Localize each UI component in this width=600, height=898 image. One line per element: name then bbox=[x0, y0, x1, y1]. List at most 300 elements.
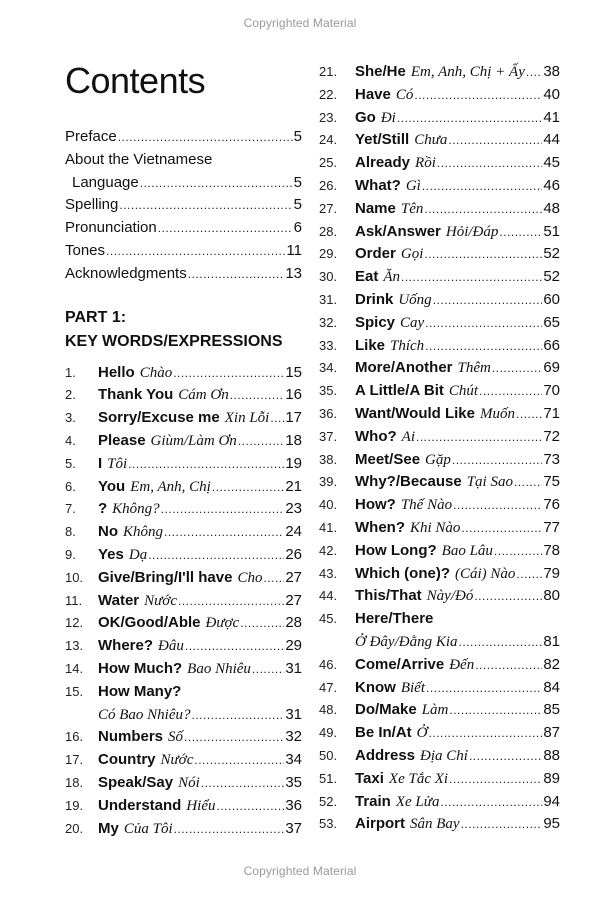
toc-entry-acknowledgments[interactable] bbox=[65, 263, 302, 286]
entry-vietnamese: Địa Chỉ bbox=[420, 747, 468, 764]
dot-leader bbox=[449, 768, 542, 791]
toc-entry[interactable] bbox=[319, 380, 560, 403]
dot-leader bbox=[494, 540, 542, 563]
entry-number: 38. bbox=[319, 451, 338, 467]
entry-vietnamese: Ở bbox=[416, 725, 428, 742]
entry-label: Acknowledgments bbox=[65, 264, 187, 282]
page-number: 11 bbox=[286, 241, 302, 259]
toc-entry-about[interactable] bbox=[65, 172, 302, 195]
page-number: 27 bbox=[285, 591, 302, 609]
entry-vietnamese: Bao Lâu bbox=[441, 542, 493, 559]
entry-english: Name bbox=[355, 199, 396, 217]
toc-entry[interactable] bbox=[65, 635, 302, 658]
entry-number: 11. bbox=[65, 592, 83, 608]
entry-vietnamese: Nước bbox=[144, 592, 177, 609]
toc-entry[interactable] bbox=[65, 749, 302, 772]
page-number: 48 bbox=[543, 199, 560, 217]
toc-entry[interactable] bbox=[319, 540, 560, 563]
entry-number: 50. bbox=[319, 747, 338, 763]
page-number: 66 bbox=[543, 336, 560, 354]
entry-english: Be In/At bbox=[355, 724, 412, 742]
entry-english: How Much? bbox=[98, 659, 183, 677]
entry-number: 7. bbox=[65, 501, 76, 517]
part-heading: PART 1: bbox=[65, 308, 127, 326]
entry-number: 27. bbox=[319, 200, 338, 216]
entry-number: 46. bbox=[319, 656, 338, 672]
entry-english: Speak/Say bbox=[98, 773, 174, 791]
entry-number: 41. bbox=[319, 519, 338, 535]
page-number: 52 bbox=[543, 268, 560, 286]
toc-entry[interactable] bbox=[319, 471, 560, 494]
entry-number: 28. bbox=[319, 223, 338, 239]
entry-english: Hello bbox=[98, 363, 135, 381]
entry-number: 17. bbox=[65, 752, 84, 768]
dot-leader bbox=[397, 107, 542, 130]
watermark-bottom: Copyrighted Material bbox=[243, 864, 357, 878]
entry-vietnamese: Chưa bbox=[414, 132, 448, 149]
dot-leader bbox=[469, 745, 542, 768]
toc-entry[interactable] bbox=[319, 449, 560, 472]
dot-leader bbox=[174, 818, 285, 841]
dot-leader bbox=[128, 453, 284, 476]
toc-entry[interactable] bbox=[319, 312, 560, 335]
entry-english: When? bbox=[355, 518, 405, 536]
entry-english: My bbox=[98, 819, 119, 837]
toc-entry[interactable] bbox=[65, 544, 302, 567]
dot-leader bbox=[184, 726, 284, 749]
page-number: 84 bbox=[543, 678, 560, 696]
entry-english: Here/There bbox=[355, 610, 434, 628]
entry-vietnamese: Biết bbox=[400, 679, 425, 696]
toc-entry[interactable] bbox=[319, 61, 560, 84]
entry-number: 34. bbox=[319, 360, 338, 376]
toc-entry[interactable] bbox=[65, 726, 302, 749]
entry-number: 29. bbox=[319, 246, 338, 262]
entry-english: What? bbox=[355, 176, 401, 194]
entry-english: Country bbox=[98, 751, 156, 769]
page-number: 18 bbox=[285, 431, 302, 449]
entry-english: How Long? bbox=[355, 541, 437, 559]
entry-english: She/He bbox=[355, 63, 406, 80]
dot-leader bbox=[192, 704, 285, 727]
dot-leader bbox=[449, 699, 542, 722]
entry-vietnamese: Đến bbox=[449, 656, 475, 673]
page-number: 31 bbox=[285, 705, 302, 723]
entry-english: Ask/Answer bbox=[355, 222, 441, 240]
entry-vietnamese: Ăn bbox=[383, 269, 401, 286]
entry-vietnamese: Em, Anh, Chị bbox=[130, 478, 211, 495]
entry-number: 23. bbox=[319, 109, 338, 125]
toc-entry[interactable] bbox=[65, 818, 302, 841]
dot-leader bbox=[492, 357, 542, 380]
page-number: 44 bbox=[543, 131, 560, 149]
page-number: 76 bbox=[543, 496, 560, 514]
toc-entry-tones[interactable] bbox=[65, 240, 302, 263]
entry-english: You bbox=[98, 477, 126, 495]
entry-english: Spicy bbox=[355, 313, 396, 331]
dot-leader bbox=[212, 476, 285, 499]
entry-number: 10. bbox=[65, 569, 84, 585]
page-number: 95 bbox=[543, 815, 560, 833]
entry-number: 45. bbox=[319, 611, 338, 627]
page-number: 37 bbox=[285, 819, 302, 837]
entry-number: 33. bbox=[319, 337, 338, 353]
entry-english: Want/Would Like bbox=[355, 404, 475, 422]
page-number: 13 bbox=[285, 264, 302, 282]
entry-number: 44. bbox=[319, 588, 338, 604]
page-number: 77 bbox=[543, 518, 560, 536]
entry-english: Eat bbox=[355, 268, 379, 286]
entry-number: 5. bbox=[65, 455, 76, 471]
page-number: 29 bbox=[285, 637, 302, 655]
entry-english: Have bbox=[355, 85, 391, 103]
entry-number: 6. bbox=[65, 478, 76, 494]
toc-entry[interactable] bbox=[319, 403, 560, 426]
dot-leader bbox=[448, 129, 542, 152]
toc-entry[interactable] bbox=[65, 658, 302, 681]
entry-number: 53. bbox=[319, 816, 338, 832]
toc-entry[interactable] bbox=[319, 791, 560, 814]
page-number: 41 bbox=[543, 108, 560, 126]
toc-entry[interactable] bbox=[65, 590, 302, 613]
dot-leader bbox=[425, 312, 542, 335]
toc-entry[interactable] bbox=[319, 654, 560, 677]
page-number: 19 bbox=[285, 454, 302, 472]
toc-entry[interactable] bbox=[319, 585, 560, 608]
dot-leader bbox=[161, 498, 285, 521]
toc-entry[interactable] bbox=[319, 768, 560, 791]
page-number: 80 bbox=[543, 587, 560, 605]
dot-leader bbox=[230, 384, 285, 407]
toc-entry[interactable] bbox=[319, 813, 560, 836]
toc-entry-continuation[interactable] bbox=[319, 631, 560, 654]
entry-vietnamese: Muốn bbox=[480, 405, 515, 422]
dot-leader bbox=[158, 217, 293, 240]
entry-number: 26. bbox=[319, 177, 338, 193]
entry-number: 25. bbox=[319, 155, 338, 171]
entry-english: ? bbox=[98, 500, 108, 518]
entry-number: 13. bbox=[65, 638, 84, 654]
dot-leader bbox=[240, 612, 284, 635]
toc-entry[interactable] bbox=[319, 608, 560, 631]
toc-entry-pronunciation[interactable] bbox=[65, 217, 302, 240]
dot-leader bbox=[201, 772, 285, 795]
page-number: 5 bbox=[293, 196, 302, 214]
page-number: 88 bbox=[543, 746, 560, 764]
dot-leader bbox=[414, 84, 542, 107]
watermark-top: Copyrighted Material bbox=[243, 16, 357, 30]
entry-vietnamese: Tôi bbox=[107, 455, 128, 472]
entry-number: 1. bbox=[65, 364, 76, 380]
entry-english: OK/Good/Able bbox=[98, 614, 201, 632]
entry-vietnamese: Của Tôi bbox=[123, 820, 173, 837]
entry-vietnamese: Không bbox=[123, 524, 164, 541]
dot-leader bbox=[479, 380, 542, 403]
entry-vietnamese: Nước bbox=[160, 752, 194, 769]
entry-vietnamese: Được bbox=[205, 615, 240, 632]
toc-left-column bbox=[65, 60, 302, 840]
page-number: 45 bbox=[543, 154, 560, 172]
entry-english: Understand bbox=[98, 796, 182, 814]
toc-entry[interactable] bbox=[319, 677, 560, 700]
dot-leader bbox=[437, 152, 542, 175]
entry-english: No bbox=[98, 523, 118, 541]
toc-entry[interactable] bbox=[65, 453, 302, 476]
entry-vietnamese: Khi Nào bbox=[410, 519, 461, 536]
entry-english: Why?/Because bbox=[355, 473, 462, 491]
toc-entry[interactable] bbox=[319, 152, 560, 175]
entry-english: Sorry/Excuse me bbox=[98, 409, 220, 427]
entry-vietnamese: Gọi bbox=[400, 246, 424, 263]
page-number: 5 bbox=[293, 128, 302, 145]
entry-number: 12. bbox=[65, 615, 84, 631]
toc-entry-about-line1 bbox=[65, 149, 302, 172]
dot-leader bbox=[217, 795, 285, 818]
toc-entry[interactable] bbox=[65, 407, 302, 430]
entry-english: Please bbox=[98, 431, 146, 449]
entry-vietnamese: Bao Nhiêu bbox=[187, 660, 251, 677]
entry-number: 51. bbox=[319, 770, 338, 786]
dot-leader bbox=[452, 449, 542, 472]
toc-entry[interactable] bbox=[319, 243, 560, 266]
entry-number: 48. bbox=[319, 702, 338, 718]
toc-entry[interactable] bbox=[65, 362, 302, 385]
entry-english: Already bbox=[355, 154, 411, 172]
toc-entry[interactable] bbox=[65, 612, 302, 635]
dot-leader bbox=[424, 243, 542, 266]
dot-leader bbox=[263, 567, 284, 590]
page-number: 73 bbox=[543, 450, 560, 468]
page-number: 40 bbox=[543, 85, 560, 103]
dot-leader bbox=[118, 126, 293, 149]
entry-vietnamese: Đi bbox=[380, 109, 396, 126]
toc-entry[interactable] bbox=[319, 357, 560, 380]
entry-english: Order bbox=[355, 245, 396, 263]
entry-english: Drink bbox=[355, 290, 394, 308]
entry-number: 20. bbox=[65, 820, 84, 836]
toc-entry[interactable] bbox=[319, 84, 560, 107]
entry-number: 42. bbox=[319, 542, 338, 558]
page-number: 16 bbox=[285, 386, 302, 404]
entry-number: 30. bbox=[319, 269, 338, 285]
page-number: 81 bbox=[543, 632, 560, 650]
entry-vietnamese: Không? bbox=[112, 501, 160, 518]
entry-number: 16. bbox=[65, 729, 84, 745]
page-number: 5 bbox=[293, 173, 302, 191]
entry-vietnamese: Dạ bbox=[128, 546, 148, 563]
page-number: 35 bbox=[285, 773, 302, 791]
toc-entry[interactable] bbox=[319, 175, 560, 198]
page-number: 32 bbox=[285, 728, 302, 746]
page-number: 23 bbox=[285, 500, 302, 518]
entry-number: 32. bbox=[319, 314, 338, 330]
toc-entry[interactable] bbox=[319, 563, 560, 586]
toc-entry[interactable] bbox=[319, 517, 560, 540]
entry-number: 3. bbox=[65, 410, 76, 426]
page-number: 72 bbox=[543, 427, 560, 445]
dot-leader bbox=[461, 813, 543, 836]
entry-vietnamese: Này/Đó bbox=[426, 588, 474, 605]
dot-leader bbox=[425, 335, 542, 358]
entry-number: 49. bbox=[319, 725, 338, 741]
dot-leader bbox=[459, 631, 543, 654]
entry-number: 15. bbox=[65, 683, 84, 699]
entry-number: 31. bbox=[319, 291, 338, 307]
toc-entry[interactable] bbox=[319, 745, 560, 768]
entry-number: 19. bbox=[65, 797, 84, 813]
entry-vietnamese: Sân Bay bbox=[410, 816, 460, 833]
page-number: 82 bbox=[543, 655, 560, 673]
page-title: Contents bbox=[65, 60, 206, 101]
page-number: 38 bbox=[543, 63, 560, 80]
dot-leader bbox=[164, 521, 284, 544]
dot-leader bbox=[106, 240, 285, 263]
entry-number: 21. bbox=[319, 64, 338, 79]
toc-entry-spelling[interactable] bbox=[65, 194, 302, 217]
toc-entry[interactable] bbox=[319, 426, 560, 449]
entry-label: Language bbox=[72, 173, 139, 191]
entry-english: This/That bbox=[355, 587, 422, 605]
entry-vietnamese: Đâu bbox=[158, 638, 184, 655]
entry-vietnamese: Làm bbox=[421, 702, 449, 719]
toc-entry[interactable] bbox=[65, 681, 302, 704]
page-number: 70 bbox=[543, 382, 560, 400]
dot-leader bbox=[185, 635, 284, 658]
entry-english: Who? bbox=[355, 427, 397, 445]
toc-entry[interactable] bbox=[65, 795, 302, 818]
part-subheading: KEY WORDS/EXPRESSIONS bbox=[65, 332, 283, 350]
toc-entry[interactable] bbox=[65, 498, 302, 521]
entry-number: 39. bbox=[319, 474, 338, 490]
entry-vietnamese: Em, Anh, Chị + Ấy bbox=[410, 64, 525, 80]
entry-vietnamese: Xe Tắc Xi bbox=[388, 770, 449, 787]
entry-english: Yet/Still bbox=[355, 131, 410, 149]
page-number: 71 bbox=[543, 404, 560, 422]
toc-right-column bbox=[319, 61, 560, 836]
entry-english: How? bbox=[355, 496, 396, 514]
entry-number: 36. bbox=[319, 405, 338, 421]
toc-entry[interactable] bbox=[319, 266, 560, 289]
entry-label: Pronunciation bbox=[65, 219, 157, 237]
toc-entry[interactable] bbox=[65, 521, 302, 544]
toc-entry[interactable] bbox=[319, 722, 560, 745]
page-number: 27 bbox=[285, 568, 302, 586]
entry-english: Train bbox=[355, 792, 391, 810]
page-number: 75 bbox=[543, 473, 560, 491]
entry-vietnamese: Cho bbox=[237, 569, 263, 586]
entry-vietnamese: Ở Đây/Đằng Kia bbox=[355, 633, 458, 650]
entry-vietnamese: Số bbox=[168, 729, 184, 746]
dot-leader bbox=[514, 471, 542, 494]
entry-vietnamese: Hỏi/Đáp bbox=[445, 223, 499, 240]
entry-label: Preface bbox=[65, 128, 117, 145]
entry-vietnamese: Xe Lửa bbox=[395, 793, 440, 810]
entry-english: Where? bbox=[98, 637, 154, 655]
entry-number: 22. bbox=[319, 86, 338, 102]
entry-number: 8. bbox=[65, 524, 76, 540]
entry-vietnamese: Hiểu bbox=[186, 797, 216, 814]
dot-leader bbox=[401, 266, 542, 289]
dot-leader bbox=[429, 722, 543, 745]
dot-leader bbox=[178, 590, 284, 613]
entry-english: Taxi bbox=[355, 769, 384, 787]
entry-vietnamese: Nói bbox=[178, 774, 200, 791]
entry-vietnamese: Gì bbox=[405, 177, 421, 194]
toc-entry[interactable] bbox=[319, 699, 560, 722]
page-number: 52 bbox=[543, 245, 560, 263]
dot-leader bbox=[194, 749, 284, 772]
toc-entry[interactable] bbox=[65, 567, 302, 590]
entry-vietnamese: Chào bbox=[139, 364, 173, 381]
dot-leader bbox=[188, 263, 285, 286]
entry-english: Yes bbox=[98, 545, 124, 563]
dot-leader bbox=[119, 194, 292, 217]
toc-entry[interactable] bbox=[319, 335, 560, 358]
page-number: 24 bbox=[285, 523, 302, 541]
toc-entry[interactable] bbox=[65, 430, 302, 453]
toc-entry[interactable] bbox=[319, 198, 560, 221]
entry-english: Give/Bring/I'll have bbox=[98, 568, 233, 586]
entry-vietnamese: Cay bbox=[400, 314, 425, 331]
toc-entry-preface[interactable] bbox=[65, 126, 302, 149]
page-number: 15 bbox=[285, 363, 302, 381]
entry-vietnamese: Xin Lỗi bbox=[224, 410, 270, 427]
toc-entry[interactable] bbox=[65, 384, 302, 407]
toc-entry-continuation[interactable] bbox=[65, 704, 302, 727]
entry-vietnamese: (Cái) Nào bbox=[454, 565, 516, 582]
page-number: 65 bbox=[543, 313, 560, 331]
page-number: 26 bbox=[285, 545, 302, 563]
entry-vietnamese: Có Bao Nhiêu? bbox=[98, 706, 191, 723]
toc-entry[interactable] bbox=[65, 476, 302, 499]
dot-leader bbox=[173, 362, 284, 385]
entry-vietnamese: Có bbox=[395, 86, 414, 103]
dot-leader bbox=[422, 175, 542, 198]
toc-entry[interactable] bbox=[319, 494, 560, 517]
dot-leader bbox=[516, 563, 542, 586]
toc-entry[interactable] bbox=[319, 129, 560, 152]
dot-leader bbox=[516, 403, 542, 426]
dot-leader bbox=[475, 654, 542, 677]
page-number: 36 bbox=[285, 796, 302, 814]
dot-leader bbox=[238, 430, 285, 453]
entry-vietnamese: Ai bbox=[401, 428, 415, 445]
entry-vietnamese: Giùm/Làm Ơn bbox=[150, 432, 237, 449]
entry-english: Come/Arrive bbox=[355, 655, 445, 673]
entry-number: 24. bbox=[319, 132, 338, 148]
dot-leader bbox=[416, 426, 542, 449]
entry-english: Which (one)? bbox=[355, 564, 450, 582]
toc-entry[interactable] bbox=[319, 107, 560, 130]
page-number: 17 bbox=[285, 409, 302, 427]
entry-english: Do/Make bbox=[355, 701, 417, 719]
toc-entry[interactable] bbox=[65, 772, 302, 795]
entry-label: Tones bbox=[65, 241, 106, 259]
page-number: 78 bbox=[543, 541, 560, 559]
page-number: 69 bbox=[543, 359, 560, 377]
page-number: 94 bbox=[543, 792, 560, 810]
page-number: 28 bbox=[285, 614, 302, 632]
dot-leader bbox=[474, 585, 542, 608]
toc-entry[interactable] bbox=[319, 289, 560, 312]
dot-leader bbox=[148, 544, 284, 567]
entry-number: 35. bbox=[319, 383, 338, 399]
toc-entry[interactable] bbox=[319, 221, 560, 244]
entry-number: 14. bbox=[65, 660, 84, 676]
toc-entry-list-left bbox=[65, 362, 302, 841]
entry-english: I bbox=[98, 454, 103, 472]
entry-label: About the Vietnamese bbox=[65, 150, 213, 168]
